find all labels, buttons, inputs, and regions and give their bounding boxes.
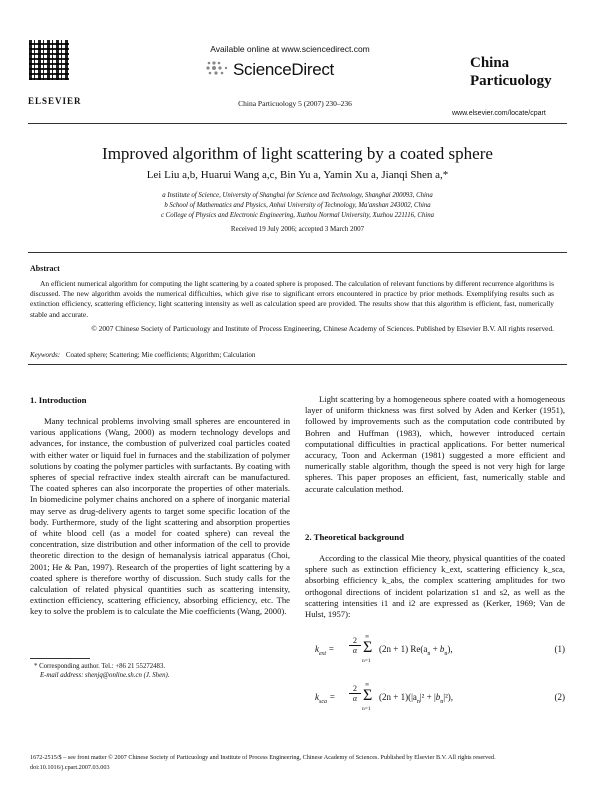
equation-1	[315, 636, 565, 666]
intro-paragraph-2: Light scattering by a homogeneous sphere coated with a homogeneous layer of uniform thickness was first solved by Aden and Kerker (1951), followed by improvements such as the computation code contributed by Bohren and Huffman (1983), which, however introduced certain computational difficulties in practical applications. For better numerical accuracy, Toon and Ackerman (1981) suggested a more efficient and numerically stable algorithm, though the speed is not very high for large spheres. This paper proposes an efficient, fast, numerically stable and accurate calculation method.	[305, 394, 565, 494]
eq1-rhs: (2n + 1) $Re(a_n + b_n)$,	[379, 644, 453, 657]
eq2-number: (2)	[554, 692, 565, 702]
affiliation-b: b School of Mathematics and Physics, Anhui University of Technology, Ma'anshan 243002, China	[164, 202, 431, 209]
journal-reference: China Particuology 5 (2007) 230–236	[238, 99, 352, 108]
eq1-lhs: $k_{ext}$ =	[315, 644, 335, 657]
publisher-logo: ELSEVIER	[28, 96, 82, 106]
journal-url[interactable]: www.elsevier.com/locate/cpart	[452, 110, 546, 117]
keywords-list: Coated sphere; Scattering; Mie coefficients; Algorithm; Calculation	[65, 351, 256, 359]
equation-2	[315, 684, 565, 714]
journal-name	[470, 54, 552, 90]
keywords	[30, 351, 554, 359]
footnote-corresponding: * Corresponding author. Tel.: +86 21 55272483.	[34, 663, 166, 670]
background-paragraph-1: According to the classical Mie theory, physical quantities of the coated sphere such as extinction efficiency k_ext, scattering efficiency k_sca, absorbing efficiency k_abs, the complex scattering amplitudes for two orthogonal directions of incident polarization s1 and s2, as well as the scattering intensities i1 and i2 are expressed as (Kerker, 1969; Van de Hulst, 1957):	[305, 553, 565, 620]
footer-issn: 1672-2515/$ – see front matter © 2007 Chinese Society of Particuology and Institute of Process Engineering, Chinese Academy of Sciences. Published by Elsevier B.V. All rights reserved.	[30, 754, 496, 761]
header-divider	[28, 123, 567, 124]
abstract-text: An efficient numerical algorithm for computing the light scattering by a coated sphere is proposed. The calculation of relevant functions by different recurrence algorithms is discussed. The new algorithm avoids the numerical difficulties, which give rise to significant errors encountered in practice by prior methods. Exemplifying results such as extinction efficiency, scattering efficiency, light scattering intensity as well as calculation speed are provided. The results show that this algorithm is efficient, fast, numerically stable and accurate.	[30, 279, 554, 319]
eq2-rhs: $(2n + 1)(|a_n|^2 + |b_n|^2)$,	[379, 692, 454, 705]
eq2-sum-icon: Σ	[363, 687, 373, 704]
journal-name-line2: Particuology	[470, 73, 552, 89]
elsevier-tree-logo	[29, 40, 69, 80]
available-online-link[interactable]: Available online at www.sciencedirect.com	[210, 44, 370, 54]
keywords-label: Keywords:	[30, 351, 61, 359]
eq1-sum-top: ∞	[365, 634, 370, 640]
abstract-copyright: © 2007 Chinese Society of Particuology and Institute of Process Engineering, Chinese Academy of Sciences. Published by Elsevier B.V. All rights reserved.	[91, 324, 554, 333]
received-dates: Received 19 July 2006; accepted 3 March 2007	[230, 225, 365, 233]
sciencedirect-wordmark: ScienceDirect	[233, 60, 334, 79]
section-heading-background: 2. Theoretical background	[305, 532, 404, 542]
eq2-fraction: 2 α	[349, 684, 361, 703]
eq1-sum-bottom: n=1	[362, 658, 371, 664]
eq1-sum-icon: Σ	[363, 639, 373, 656]
author-list: Lei Liu a,b, Huarui Wang a,c, Bin Yu a, Yamin Xu a, Jianqi Shen a,*	[146, 169, 449, 181]
abstract-bottom-divider	[28, 364, 567, 365]
intro-paragraph-1: Many technical problems involving small spheres are encountered in various applications (Wang, 2000) as modern technology develops and advances, for instance, the combustion of pulverized coal particles coated with either water or liquid fuel in furnaces and the stabilization of polymer solutions by coating the polymer particles with surfactants. By coating with spheres of special refractive index stealth aircraft can be manufactured. The coated spheres can also incorporate the properties of other materials. In biomedicine polymer chains anchored on a sphere of inorganic material may serve as drug-delivery agents to target some specific location of the body. Furthermore, study of the light scattering and absorption properties of white blood cell (as a model for coated sphere) can reveal the concentration, size distribution and other information of the cell to provide theoretic direction to the design of hemanalysis iatrical apparatus (Choi, 2001; He & Pan, 1997). Research of the properties of light scattering by a coated sphere is therefore worthy of discussion. Such study calls for the calculation of related physical quantities such as scattering intensity, extinction efficiency, scattering efficiency, absorbing efficiency, etc. The key to solve the problem is to calculate the Mie coefficients (Wang, 2000).	[30, 416, 290, 617]
footnote-email[interactable]: E-mail address: shenjq@online.sh.cn (J. Shen).	[40, 672, 170, 679]
affiliation-a: a Institute of Science, University of Shanghai for Science and Technology, Shanghai 200093, China	[162, 192, 433, 199]
abstract-heading: Abstract	[30, 264, 60, 273]
eq2-sum-top: ∞	[365, 682, 370, 688]
eq2-sum-bottom: n=1	[362, 706, 371, 712]
abstract-top-divider	[28, 252, 567, 253]
sciencedirect-dots-icon	[205, 60, 231, 78]
section-heading-introduction: 1. Introduction	[30, 395, 87, 405]
footnote-divider	[30, 658, 90, 659]
footer-doi[interactable]: doi:10.1016/j.cpart.2007.03.003	[30, 764, 110, 771]
affiliation-c: c College of Physics and Electronic Engineering, Xuzhou Normal University, Xuzhou 221116, China	[160, 212, 435, 219]
journal-name-line1: China	[470, 55, 510, 71]
eq1-number: (1)	[554, 644, 565, 654]
eq1-fraction: 2 α	[349, 636, 361, 655]
eq2-lhs: $k_{sca}$ =	[315, 692, 336, 705]
article-title: Improved algorithm of light scattering by a coated sphere	[102, 144, 493, 163]
